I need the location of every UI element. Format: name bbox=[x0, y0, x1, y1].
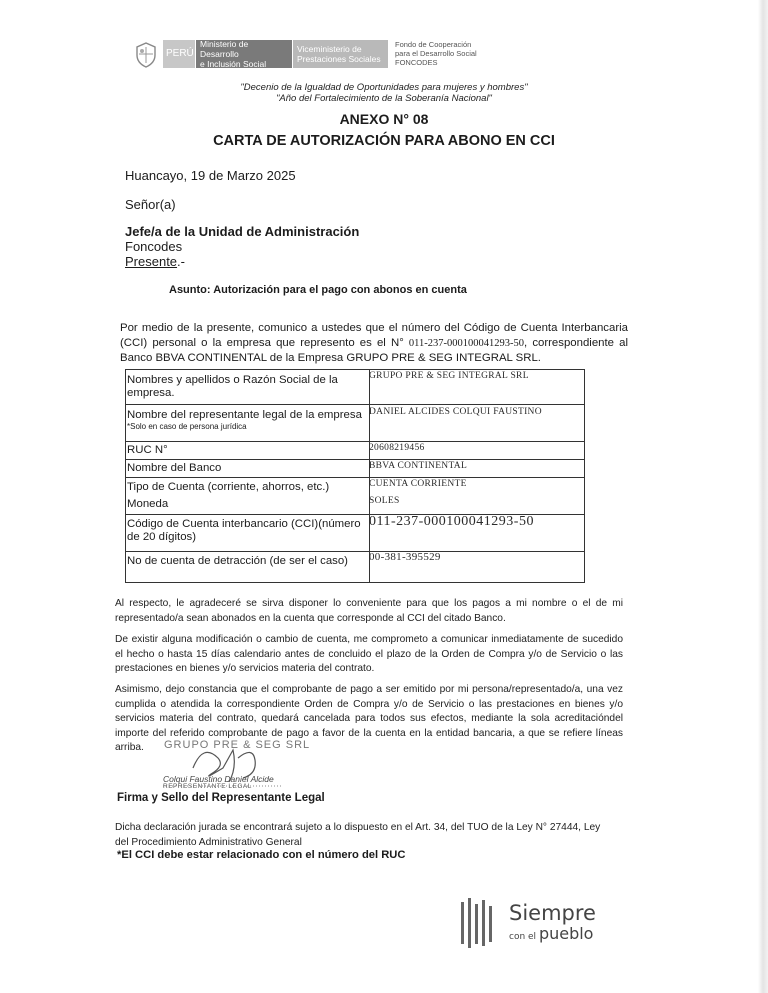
paragraph-constancia: Asimismo, dejo constancia que el comprobante de pago a ser emitido por mi persona/representado/a, una vez cumplida o atendida la correspondiente Orden de Compra y/o de Servicio o las prestaciones en bienes y/o servicios materia del contrato, quedará cancelada para todos sus efectos, mediante la sola acreditacióndel importe del referido comprobante de pago a favor de la cuenta en la entidad bancaria, a que se refiere líneas arriba. bbox=[115, 684, 623, 753]
table-row-value: DANIEL ALCIDES COLQUI FAUSTINO bbox=[369, 407, 542, 417]
table-row-label: RUC N° bbox=[127, 444, 168, 456]
logo-siempre: Siempre bbox=[509, 901, 596, 925]
signer-role: REPRESENTANTE LEGAL bbox=[163, 783, 252, 790]
foncodes-label: Fondo de Cooperación para el Desarrollo Social FONCODES bbox=[395, 40, 477, 67]
recipient-org: Foncodes bbox=[125, 239, 183, 254]
table-row-label: Nombres y apellidos o Razón Social de la empresa. bbox=[127, 374, 338, 399]
intro-paragraph: Por medio de la presente, comunico a ustedes que el número del Código de Cuenta Interbancaria (CCI) personal o la empresa que represento es el N° 011-237-000100041293-50, correspondiente al Banco BBVA CONTINENTAL de la Empresa GRUPO PRE & SEG INTEGRAL SRL. bbox=[120, 322, 628, 364]
signer-name: Colqui Faustino Daniel Alcide bbox=[163, 774, 274, 784]
peru-badge: PERÚ bbox=[163, 40, 195, 68]
ministerio-badge: Ministerio de Desarrollo e Inclusión Social bbox=[196, 40, 292, 68]
viceministerio-badge: Viceministerio de Prestaciones Sociales bbox=[293, 40, 388, 68]
carta-title: CARTA DE AUTORIZACIÓN PARA ABONO EN CCI bbox=[213, 133, 555, 149]
table-row-label: Nombre del representante legal de la empresa *Solo en caso de persona jurídica bbox=[127, 409, 362, 431]
table-row-value: CUENTA CORRIENTE bbox=[369, 479, 467, 489]
table-row-label: Tipo de Cuenta (corriente, ahorros, etc.) bbox=[127, 481, 330, 493]
table-row-value: BBVA CONTINENTAL bbox=[369, 461, 468, 471]
table-row-value: 20608219456 bbox=[369, 443, 425, 453]
logo-con-el-pueblo: con el pueblo bbox=[509, 924, 594, 943]
table-row-value: GRUPO PRE & SEG INTEGRAL SRL bbox=[369, 371, 529, 381]
paragraph-modificacion: De existir alguna modificación o cambio de cuenta, me comprometo a comunicar inmediatamente de sucedido el hecho o hasta 15 días calendario antes de concluido el plazo de la Orden de Compra y/o de Servicio o las prestaciones en bienes y/o servicios materia del contrato. bbox=[115, 634, 623, 674]
decenio-line: "Decenio de la Igualdad de Oportunidades para mujeres y hombres" bbox=[240, 82, 528, 93]
declaracion-note: Dicha declaración jurada se encontrará sujeto a lo dispuesto en el Art. 34, del TUO de la Ley N° 27444, Ley del Procedimiento Administrativo General bbox=[115, 822, 601, 848]
table-row-value: 00-381-395529 bbox=[369, 551, 441, 563]
table-row-label: No de cuenta de detracción (de ser el caso) bbox=[127, 555, 348, 567]
cci-ruc-note: *El CCI debe estar relacionado con el número del RUC bbox=[117, 849, 406, 861]
account-table bbox=[125, 369, 585, 583]
table-row-label: Moneda bbox=[127, 498, 169, 510]
anexo-title: ANEXO N° 08 bbox=[339, 111, 429, 127]
recipient-title: Jefe/a de la Unidad de Administración bbox=[125, 224, 360, 239]
presente-line: Presente.- bbox=[125, 254, 185, 269]
salutation: Señor(a) bbox=[125, 197, 176, 212]
paragraph-respecto: Al respecto, le agradeceré se sirva disponer lo conveniente para que los pagos a mi nombre o el de mi representado/a sean abonados en la cuenta que corresponde al CCI del citado Banco. bbox=[115, 598, 623, 624]
asunto-line: Asunto: Autorización para el pago con abonos en cuenta bbox=[169, 284, 467, 296]
table-row-value: SOLES bbox=[369, 496, 400, 506]
signature-caption: Firma y Sello del Representante Legal bbox=[117, 792, 325, 804]
table-row-label: Nombre del Banco bbox=[127, 462, 222, 474]
peru-coat-of-arms-icon bbox=[133, 41, 159, 69]
table-row-label: Código de Cuenta interbancario (CCI)(número de 20 dígitos) bbox=[127, 518, 361, 543]
anio-line: "Año del Fortalecimiento de la Soberanía Nacional" bbox=[276, 93, 492, 104]
siempre-logo-icon bbox=[459, 898, 495, 948]
company-stamp: GRUPO PRE & SEG SRL bbox=[164, 739, 311, 751]
place-date: Huancayo, 19 de Marzo 2025 bbox=[125, 168, 296, 183]
table-row-value: 011-237-000100041293-50 bbox=[369, 514, 534, 529]
